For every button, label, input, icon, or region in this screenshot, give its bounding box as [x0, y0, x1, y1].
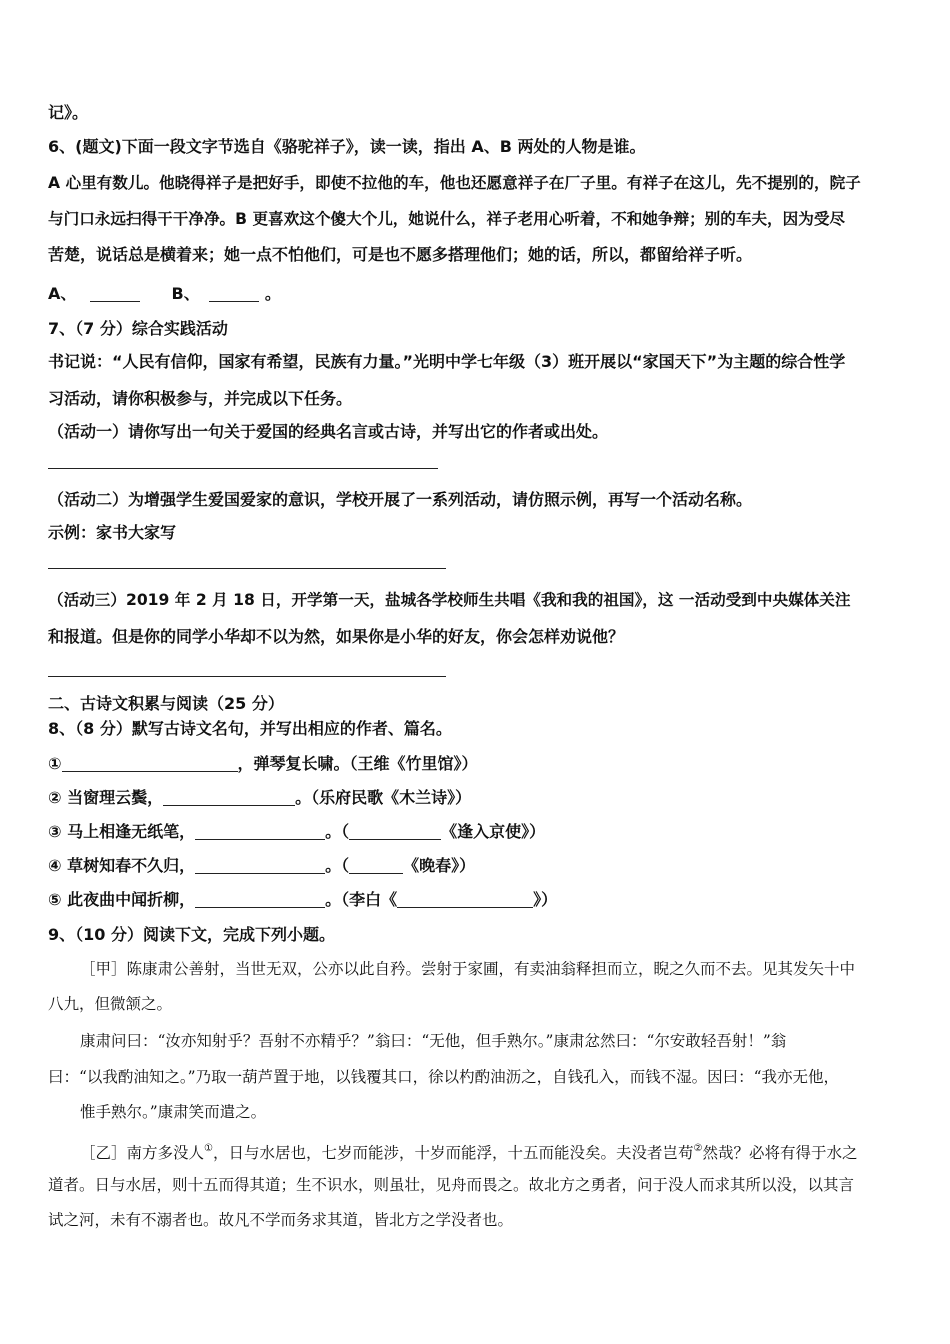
item-text: 。（乐府民歌《木兰诗》）	[295, 788, 472, 807]
activity-2-example: 示例：家书大家写	[48, 523, 177, 542]
activity-2-prompt: （活动二）为增强学生爱国爱家的意识，学校开展了一系列活动，请仿照示例，再写一个活动名称。	[48, 490, 753, 509]
item-text: ② 当窗理云鬓，	[48, 788, 164, 807]
item-text: 。（	[325, 822, 350, 841]
answer-blank-b[interactable]	[209, 285, 259, 302]
passage-jia-line: 惟手熟尔。”康肃笑而遣之。	[80, 1103, 267, 1121]
item-text: ④ 草树知春不久归，	[48, 856, 196, 875]
activity-2-answer-line[interactable]	[48, 568, 446, 569]
question-8-item-5	[48, 889, 910, 911]
answer-label-a: A、	[48, 284, 77, 303]
activity-3-prompt: （活动三）2019 年 2 月 18 日，开学第一天，盐城各学校师生共唱《我和我的祖国》，这 一活动受到中央媒体关注	[48, 591, 851, 609]
passage-jia-line: 曰：“以我酌油知之。”乃取一葫芦置于地，以钱覆其口，徐以杓酌油沥之，自钱孔入，而钱不湿。因曰：“我亦无他，	[48, 1068, 840, 1086]
fill-blank[interactable]	[397, 891, 533, 908]
passage-yi-line: 道者。日与水居，则十五而得其道；生不识水，则虽壮，见舟而畏之。故北方之勇者，问于没人而求其所以没，以其言	[48, 1176, 855, 1194]
answer-blank-a[interactable]	[90, 285, 140, 302]
question-8-item-1	[48, 753, 910, 775]
passage-jia-line: 康肃问曰：“汝亦知射乎？吾射不亦精乎？”翁曰：“无他，但手熟尔。”康肃忿然曰：“尔安敢轻吾射！”翁	[80, 1032, 787, 1050]
activity-1-prompt: （活动一）请你写出一句关于爱国的经典名言或古诗，并写出它的作者或出处。	[48, 422, 609, 441]
footnote-marker-2[interactable]: ②	[693, 1143, 703, 1154]
fill-blank[interactable]	[349, 823, 441, 840]
answer-period: 。	[264, 284, 281, 303]
fill-blank[interactable]	[195, 891, 325, 908]
item-text: ③ 马上相逢无纸笔，	[48, 822, 196, 841]
question-6-passage-line: 苦楚，说话总是横着来；她一点不怕他们，可是也不愿多搭理他们；她的话，所以，都留给祥子听。	[48, 245, 753, 264]
item-text: 》）	[533, 890, 558, 909]
question-6-passage-line: 与门口永远扫得干干净净。B 更喜欢这个傻大个儿，她说什么，祥子老用心听着，不和她争辩；别的车夫，因为受尽	[48, 210, 846, 228]
item-marker: ①	[48, 754, 62, 773]
question-9-title: 9、（10 分）阅读下文，完成下列小题。	[48, 925, 335, 944]
question-6-passage-line: A 心里有数儿。他晓得祥子是把好手，即使不拉他的车，他也还愿意祥子在厂子里。有祥子在这儿，先不提别的，院子	[48, 174, 861, 192]
item-text: ⑤ 此夜曲中闻折柳，	[48, 890, 196, 909]
activity-1-answer-line[interactable]	[48, 468, 438, 469]
question-6-title: 6、(题文)下面一段文字节选自《骆驼祥子》，读一读，指出 A、B 两处的人物是谁。	[48, 137, 646, 156]
passage-text: ［乙］南方多没人	[80, 1144, 205, 1162]
answer-label-b: B、	[171, 284, 200, 303]
item-text: 《晚春》）	[403, 856, 476, 875]
fill-blank[interactable]	[195, 857, 325, 874]
question-7-intro-line: 书记说：“人民有信仰，国家有希望，民族有力量。”光明中学七年级（3）班开展以“家国天下”为主题的综合性学	[48, 352, 846, 371]
fill-blank[interactable]	[62, 755, 238, 772]
question-7-title: 7、（7 分）综合实践活动	[48, 319, 228, 338]
footnote-marker-1[interactable]: ①	[204, 1143, 213, 1154]
fill-blank[interactable]	[163, 789, 295, 806]
item-text: 。（李白《	[325, 890, 398, 909]
section-2-heading: 二、古诗文积累与阅读（25 分）	[48, 694, 284, 713]
activity-3-answer-line[interactable]	[48, 676, 446, 677]
question-8-item-3	[48, 821, 910, 843]
text-line: 记》。	[48, 103, 89, 122]
fill-blank[interactable]	[349, 857, 403, 874]
question-8-item-2	[48, 787, 910, 809]
passage-jia-line: ［甲］陈康肃公善射，当世无双，公亦以此自矜。尝射于家圃，有卖油翁释担而立，睨之久而不去。见其发矢十中	[80, 960, 856, 978]
question-7-intro-line: 习活动，请你积极参与，并完成以下任务。	[48, 389, 353, 408]
passage-text: 然哉？必将有得于水之	[702, 1144, 858, 1162]
activity-3-prompt: 和报道。但是你的同学小华却不以为然，如果你是小华的好友，你会怎样劝说他？	[48, 627, 625, 646]
item-text: 。（	[325, 856, 350, 875]
question-8-item-4	[48, 855, 910, 877]
question-6-answer-line	[48, 283, 910, 305]
passage-yi-line	[80, 1138, 910, 1164]
item-text: ，弹琴复长啸。（王维《竹里馆》）	[237, 754, 478, 773]
passage-text: ，日与水居也，七岁而能涉，十岁而能浮，十五而能没矣。夫没者岂苟	[212, 1144, 694, 1162]
question-8-title: 8、（8 分）默写古诗文名句，并写出相应的作者、篇名。	[48, 719, 452, 738]
fill-blank[interactable]	[195, 823, 325, 840]
item-text: 《逢入京使》）	[441, 822, 546, 841]
passage-yi-line: 试之河，未有不溺者也。故凡不学而务求其道，皆北方之学没者也。	[48, 1211, 514, 1229]
passage-jia-line: 八九，但微颔之。	[48, 995, 173, 1013]
